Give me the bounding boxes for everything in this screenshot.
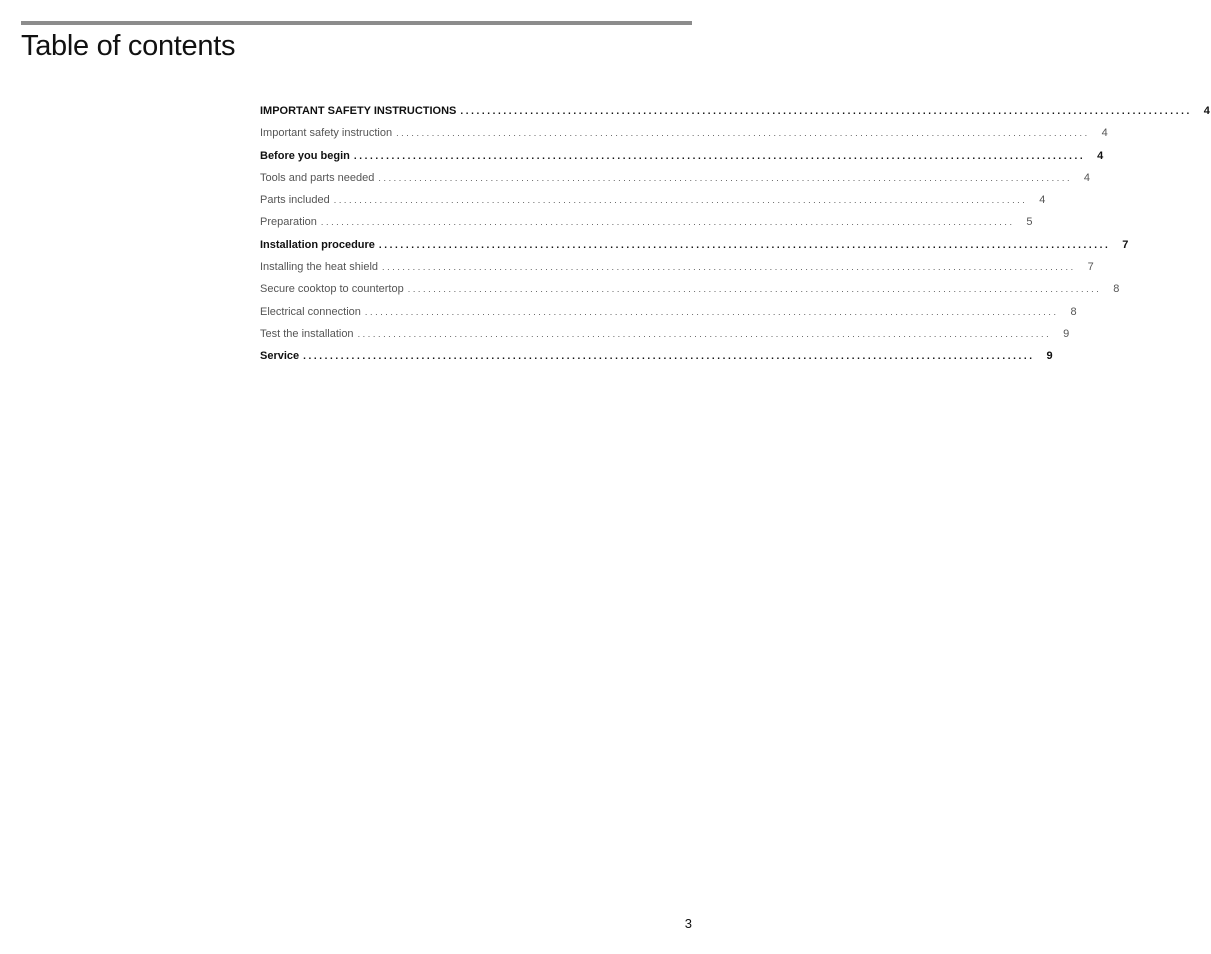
page-title: Table of contents <box>21 30 236 62</box>
toc-entry-preparation[interactable] <box>260 211 1033 233</box>
toc-leader-dots: ........................................................................................................................................ <box>382 262 1076 273</box>
toc-entry-installation-procedure[interactable] <box>260 234 1129 256</box>
page-number: 3 <box>684 916 692 931</box>
toc-entry-page: 9 <box>1046 350 1053 363</box>
toc-entry-label: Secure cooktop to countertop <box>260 283 404 296</box>
toc-entry-page: 8 <box>1070 305 1077 318</box>
toc-entry-label: Electrical connection <box>260 305 361 318</box>
toc-entry-label: Service <box>260 350 300 363</box>
toc-entry-before-you-begin[interactable] <box>260 145 1104 167</box>
toc-entry-important-safety-instruction[interactable] <box>260 122 1108 144</box>
table-of-contents <box>260 100 1210 368</box>
toc-leader-dots: ........................................................................................................................................ <box>378 239 1111 251</box>
toc-entry-page: 4 <box>1097 149 1104 162</box>
toc-entry-label: Installation procedure <box>260 238 375 251</box>
toc-leader-dots: ........................................................................................................................................ <box>353 150 1086 162</box>
toc-entry-label: Important safety instruction <box>260 127 393 140</box>
toc-leader-dots: ........................................................................................................................................ <box>320 217 1015 228</box>
toc-entry-page: 9 <box>1063 327 1070 340</box>
toc-entry-label: IMPORTANT SAFETY INSTRUCTIONS <box>260 105 457 117</box>
toc-entry-page: 7 <box>1087 261 1094 274</box>
toc-entry-label: Installing the heat shield <box>260 261 379 274</box>
toc-leader-dots: ........................................................................................................................................ <box>378 172 1073 183</box>
top-rule <box>21 21 692 25</box>
toc-entry-label: Tools and parts needed <box>260 171 375 184</box>
toc-entry-label: Preparation <box>260 216 317 229</box>
toc-entry-service[interactable] <box>260 345 1053 367</box>
toc-leader-dots: ........................................................................................................................................ <box>303 351 1035 363</box>
toc-entry-page: 4 <box>1101 127 1108 140</box>
toc-entry-secure-cooktop-to-countertop[interactable] <box>260 278 1120 300</box>
toc-leader-dots: ........................................................................................................................................ <box>333 195 1028 206</box>
toc-entry-page: 7 <box>1122 238 1129 251</box>
toc-entry-test-the-installation[interactable] <box>260 323 1070 345</box>
toc-entry-parts-included[interactable] <box>260 189 1046 211</box>
toc-entry-electrical-connection[interactable] <box>260 301 1077 323</box>
toc-entry-label: Test the installation <box>260 327 354 340</box>
toc-entry-page: 5 <box>1026 216 1033 229</box>
toc-entry-label: Before you begin <box>260 149 350 162</box>
toc-leader-dots: ........................................................................................................................................ <box>460 106 1192 117</box>
toc-entry-installing-the-heat-shield[interactable] <box>260 256 1094 278</box>
toc-entry-page: 4 <box>1083 171 1091 184</box>
toc-entry-page: 4 <box>1039 194 1046 207</box>
toc-entry-important-safety-instructions[interactable] <box>260 100 1210 122</box>
toc-leader-dots: ........................................................................................................................................ <box>396 128 1090 139</box>
toc-entry-page: 8 <box>1113 283 1120 296</box>
toc-leader-dots: ........................................................................................................................................ <box>407 284 1102 295</box>
toc-entry-label: Parts included <box>260 194 330 207</box>
toc-entry-tools-and-parts-needed[interactable] <box>260 167 1091 189</box>
toc-entry-page: 4 <box>1203 105 1210 117</box>
toc-leader-dots: ........................................................................................................................................ <box>364 306 1059 317</box>
toc-leader-dots: ........................................................................................................................................ <box>357 328 1052 339</box>
